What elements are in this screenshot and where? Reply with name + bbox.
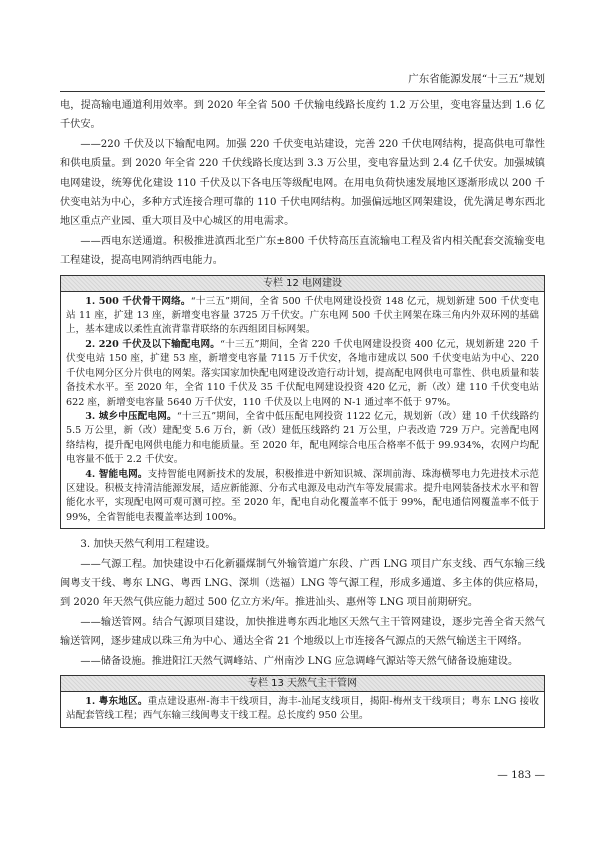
box-item-text: “十三五”期间，全省 500 千伏电网建设投资 148 亿元，规划新建 500 千伏变电站 11 座，扩建 13 座，新增变电容量 3725 万千伏安。广东电网 500 千伏主网架在珠三角内外双环网的基础上，基本建成以柔性直流背靠背联络的东西组团目标网架。: [66, 295, 539, 336]
box-item-heading: 4. 智能电网。: [85, 468, 148, 480]
box-item-heading: 3. 城乡中压配电网。: [85, 410, 177, 422]
box-item-text: 支持智能电网新技术的发展，积极推进中新知识城、深圳前海、珠海横琴电力先进技术示范区建设。积极支持清洁能源发展，适应新能源、分布式电源及电动汽车等发展需求。提升电网装备技术水平和智能化水平，实现配电网可观可测可控。至 2020 年，配电自动化覆盖率不低于 99%，配电通信网覆盖率不低于 99%，全省智能电表覆盖率达到 100%。: [66, 468, 540, 523]
box-item: [66, 338, 539, 410]
page-number: — 183 —: [497, 769, 545, 781]
box-item: [66, 295, 539, 338]
sidebar-box-gas-pipeline: [60, 675, 545, 728]
paragraph: ——气源工程。加快建设中石化新疆煤制气外输管道广东段、广西 LNG 项目广东支线、西气东输三线闽粤支干线、粤东 LNG、粤西 LNG、深圳（迭福）LNG 等气源工程，形成多通道、多主体的供应格局，到 2020 年天然气供应能力超过 500 亿立方米/年。推进汕头、惠州等 LNG 项目前期研究。: [60, 558, 545, 609]
box-title: 专栏 13 天然气主干管网: [61, 676, 544, 692]
paragraph: ——220 千伏及以下输配电网。加强 220 千伏变电站建设，完善 220 千伏电网结构，提高供电可靠性和供电质量。到 2020 年全省 220 千伏线路长度达到 3.3 万公里，变电容量达到 2.4 亿千伏安。加强城镇电网建设，统筹优化建设 110 千伏及以下各电压等级配电网。在用电负荷快速发展地区逐渐形成以 200 千伏变电站为中心，多种方式连接合理可靠的 110 千伏电网结构。加强偏远地区网架建设，优先满足粤东西北地区重点产业园、重大项目及中心城区的用电需求。: [60, 138, 545, 228]
box-item-heading: 1. 粤东地区。: [85, 696, 148, 707]
box-title: 专栏 12 电网建设: [61, 276, 544, 292]
paragraph: ——西电东送通道。积极推进滇西北至广东±800 千伏特高压直流输电工程及省内相关配套交流输变电工程建设，提高电网消纳西电能力。: [60, 235, 545, 267]
box-body: [61, 692, 544, 727]
box-item-heading: 2. 220 千伏及以下输配电网。: [85, 338, 221, 350]
page-content: [60, 96, 545, 734]
box-item: [66, 468, 539, 526]
paragraph: ——储备设施。推进阳江天然气调峰站、广州南沙 LNG 应急调峰气源站等天然气储备设施建设。: [80, 655, 519, 667]
section-heading: 3. 加快天然气利用工程建设。: [80, 539, 216, 551]
sidebar-box-grid-construction: [60, 275, 545, 530]
running-header: 广东省能源发展“十三五”规划: [408, 73, 545, 85]
box-item-heading: 1. 500 千伏骨干网络。: [85, 295, 191, 307]
box-item-text: “十三五”期间，全省中低压配电网投资 1122 亿元，规划新（改）建 10 千伏线路约 5.5 万公里，新（改）建配变 5.6 万台，新（改）建低压线路约 21 万公里，户表改造 729 万户。完善配电网络结构，提升配电网供电能力和电能质量。至 2020 年，配电网综合电压合格率不低于 99.934%，农网户均配电容量不低于 2.2 千伏安。: [66, 410, 539, 466]
paragraph: ——输送管网。结合气源项目建设，加快推进粤东西北地区天然气主干管网建设，逐步完善全省天然气输送管网，逐步建成以珠三角为中心、通达全省 21 个地级以上市连接各气源点的天然气输送主干网络。: [60, 616, 545, 648]
box-item: [66, 410, 539, 468]
paragraph: 电，提高输电通道利用效率。到 2020 年全省 500 千伏输电线路长度约 1.2 万公里，变电容量达到 1.6 亿千伏安。: [60, 100, 545, 131]
header-rule: [60, 91, 545, 92]
box-item-text: 重点建设惠州-海丰干线项目，海丰-汕尾支线项目，揭阳-梅州支干线项目；粤东 LNG 接收站配套管线工程；西气东输三线闽粤支干线工程。总长度约 950 公里。: [66, 696, 539, 722]
box-item-text: “十三五”期间，全省 220 千伏电网建设投资 400 亿元，规划新建 220 千伏变电站 150 座，扩建 53 座，新增变电容量 7115 万千伏安，各地市建成以 500 千伏变电站为中心、220 千伏电网分区分片供电的网架。落实国家加快配电网建设改造行动计划，提高配电网供电可靠性、供电质量和装备技术水平。至 2020 年，全省 110 千伏及 35 千伏配电网建设投资 420 亿元，新（改）建 110 千伏变电站 622 座，新增变电容量 5640 万千伏安，110 千伏及以上电网的 N-1 通过率不低于 97%。: [66, 338, 539, 408]
box-body: [61, 292, 544, 529]
box-item: [66, 695, 539, 724]
